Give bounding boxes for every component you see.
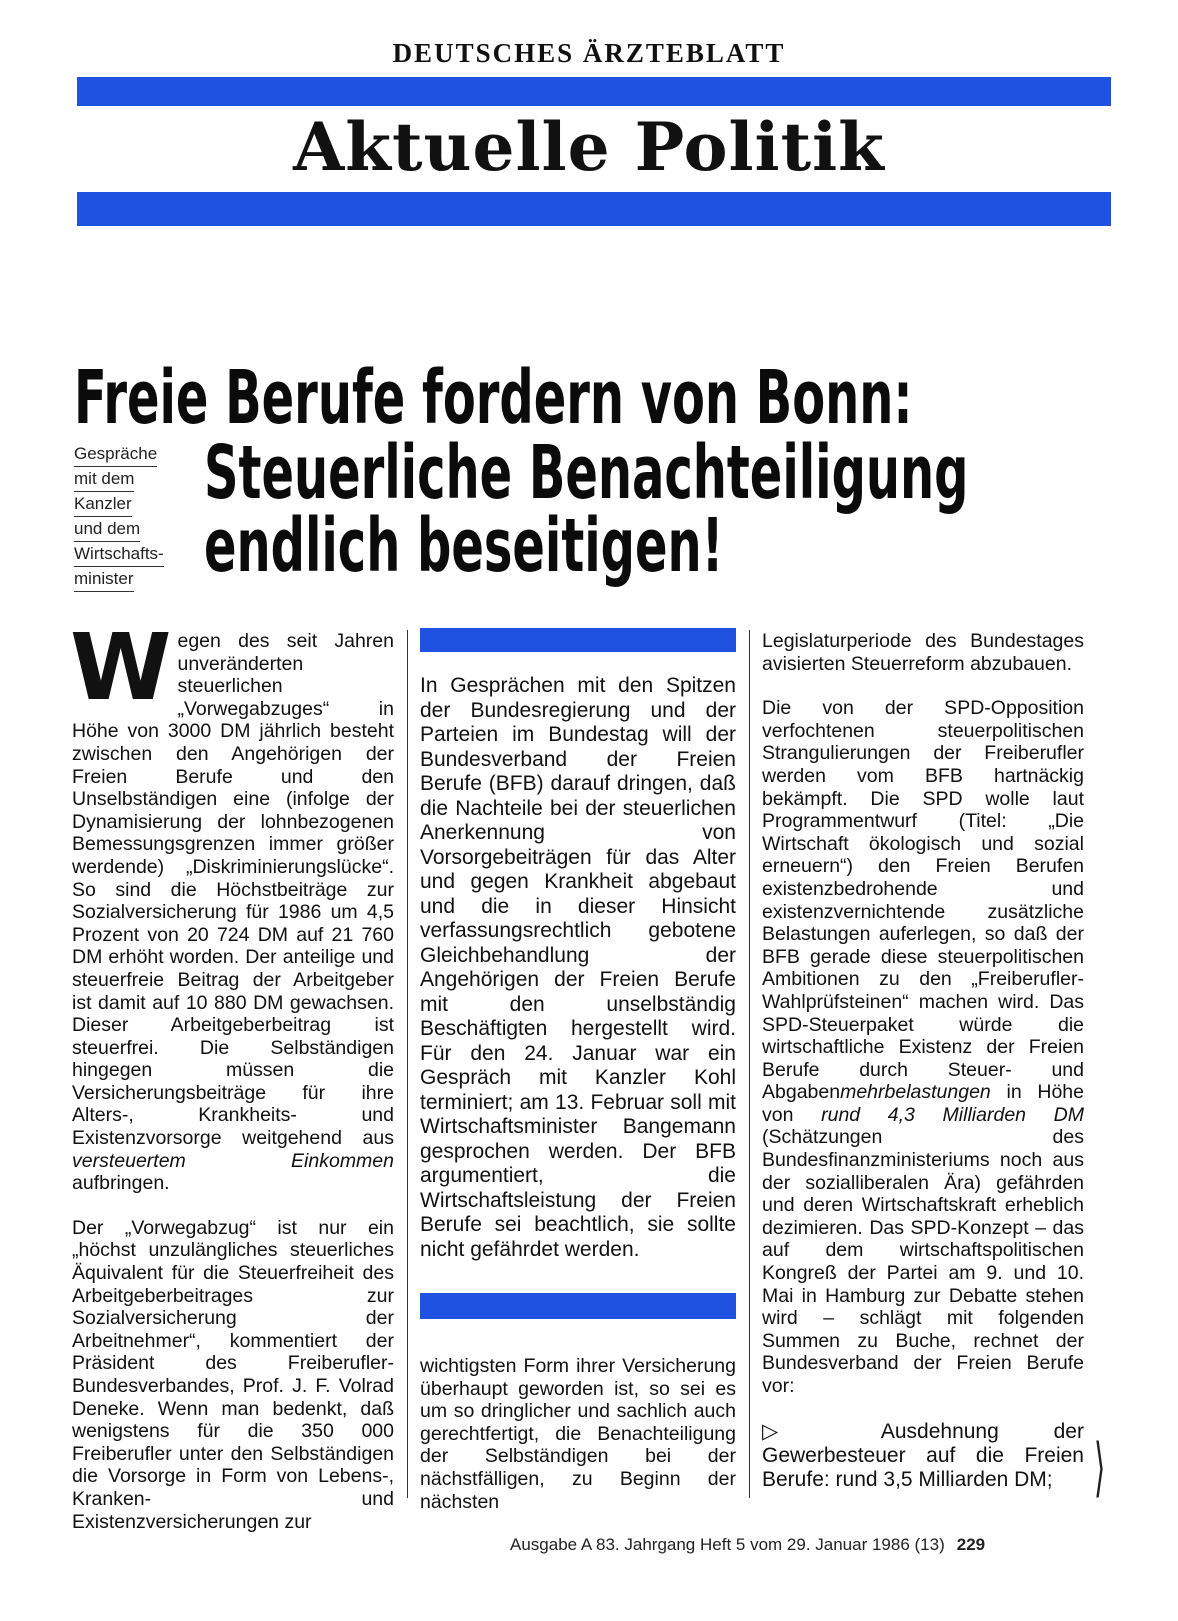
text: (Schätzungen des Bundesfinanzministeriums noch aus der sozialliberalen Ära) gefährden und deren Wirtschaftskraft erheblich dezimieren. Das SPD-Konzept – das auf dem wirtschaftspolitischen Kongreß der Partei am 9. und 10. Mai in Hamburg zur Debatte stehen wird – schlägt mit folgenden Summen zu Buche, rechnet der Bundesverband der Freien Berufe vor: — [762, 1126, 1084, 1397]
kicker-line: und dem — [74, 517, 140, 542]
paragraph — [762, 697, 1084, 1397]
bullet-item — [762, 1420, 1084, 1492]
emphasis: mehrbelastungen — [840, 1081, 991, 1104]
paragraph: Legislaturperiode des Bundestages avisierten Steuerreform abzubauen. — [762, 630, 1084, 675]
emphasis: rund 4,3 Milliarden DM — [821, 1103, 1084, 1126]
column-rule — [749, 630, 750, 1498]
text: Ausdehnung der Gewerbesteuer auf die Freien Berufe: rund 3,5 Milliarden DM; — [762, 1419, 1084, 1491]
drop-cap: W — [70, 614, 172, 721]
paragraph — [70, 614, 394, 1195]
emphasis: versteuertem Einkommen — [72, 1149, 394, 1172]
highlight-box-text: In Gesprächen mit den Spitzen der Bundesregierung und der Parteien im Bundestag will der Bundesverband der Freien Berufe (BFB) darauf dringen, daß die Nachteile bei der steuerlichen Anerkennung von Vorsorgebeiträgen für das Alter und gegen Krankheit abgebaut und die in dieser Hinsicht verfassungsrechtlich gebotene Gleichbehandlung der Angehörigen der Freien Berufe mit den unselbständig Beschäftigten hergestellt wird. Für den 24. Januar war ein Gespräch mit Kanzler Kohl terminiert; am 13. Februar soll mit Wirtschaftsminister Bangemann gesprochen werden. Der BFB argumentiert, die Wirtschaftsleistung der Freien Berufe sei beachtlich, sie sollte nicht gefährdet werden. — [420, 674, 736, 1261]
box-top-bar — [420, 628, 736, 652]
kicker-line: Kanzler — [74, 492, 132, 517]
text: in Höhe von — [762, 1081, 1084, 1126]
kicker-line: Wirtschafts- — [74, 542, 164, 567]
kicker-line: minister — [74, 567, 134, 592]
page-number: 229 — [956, 1535, 986, 1554]
bullet-icon: ▷ — [762, 1419, 828, 1443]
column-rule — [407, 630, 408, 1498]
top-blue-bar — [77, 77, 1111, 106]
headline-line-2: Steuerliche Benachteiligung — [204, 430, 969, 516]
text: aufbringen. — [72, 1172, 170, 1195]
bottom-blue-bar — [77, 192, 1111, 226]
box-bottom-bar — [420, 1293, 736, 1319]
continue-arrow-icon: ⟩ — [1094, 1431, 1106, 1505]
kicker — [74, 442, 182, 592]
issue-info: Ausgabe A 83. Jahrgang Heft 5 vom 29. Januar 1986 (13) — [510, 1535, 945, 1554]
masthead: DEUTSCHES ÄRZTEBLATT — [392, 38, 786, 68]
column-3 — [762, 630, 1084, 1514]
headline-line-3: endlich beseitigen! — [204, 503, 724, 589]
kicker-line: mit dem — [74, 467, 134, 492]
text: egen des seit Jahren unveränderten steuerlichen „Vorwegabzuges“ in Höhe von 3000 DM jährlich besteht zwischen den Angehörigen der Freien Berufe und den Unselbständigen eine (infolge der Dynamisierung der lohnbezogenen Bemessungsgrenzen immer größer werdende) „Diskriminierungslücke“. So sind die Höchstbeiträge zur Sozialversicherung für 1986 um 4,5 Prozent von 20 724 DM auf 21 760 DM erhöht worden. Der anteilige und steuerfreie Beitrag der Arbeitgeber ist damit auf 10 880 DM gewachsen. Dieser Arbeitgeberbeitrag ist steuerfrei. Die Selbständigen hingegen müssen die Versicherungsbeiträge für ihre Alters-, Krankheits- und Existenzvorsorge weitgehend aus — [72, 630, 394, 1150]
page-footer — [510, 1535, 985, 1555]
column-2-continued: wichtigsten Form ihrer Versicherung überhaupt geworden ist, so sei es um so dringlicher und sachlich auch gerechtfertigt, die Benachteiligung der Selbständigen bei der nächstfälligen, zu Beginn der nächsten — [420, 1355, 736, 1513]
text: Die von der SPD-Opposition verfochtenen steuerpolitischen Strangulierungen der Freiberufler werden vom BFB hartnäckig bekämpft. Die SPD wolle laut Programmentwurf (Titel: „Die Wirtschaft ökologisch und sozial erneuern“) den Freien Berufen existenzbedrohende und existenzvernichtende zusätzliche Belastungen auferlegen, so daß der BFB gerade diese steuerpolitischen Ambitionen zu den „Freiberufler-Wahlprüfsteinen“ machen wird. Das SPD-Steuerpaket würde die wirtschaftliche Existenz der Freien Berufe durch Steuer- und Abgaben — [762, 697, 1084, 1104]
headline-line-1: Freie Berufe fordern von Bonn: — [74, 355, 913, 441]
section-title: Aktuelle Politik — [293, 108, 885, 186]
kicker-line: Gespräche — [74, 442, 157, 467]
paragraph: Der „Vorwegabzug“ ist nur ein „höchst unzulängliches steuerliches Äquivalent für die Steuerfreiheit des Arbeitgeberbeitrages zur Sozialversicherung der Arbeitnehmer“, kommentiert der Präsident des Freiberufler-Bundesverbandes, Prof. J. F. Volrad Deneke. Wenn man bedenkt, daß wenigstens für die 350 000 Freiberufler unter den Selbständigen die Vorsorge in Form von Lebens-, Kranken- und Existenzversicherungen zur — [72, 1216, 394, 1533]
column-1 — [70, 614, 394, 1555]
